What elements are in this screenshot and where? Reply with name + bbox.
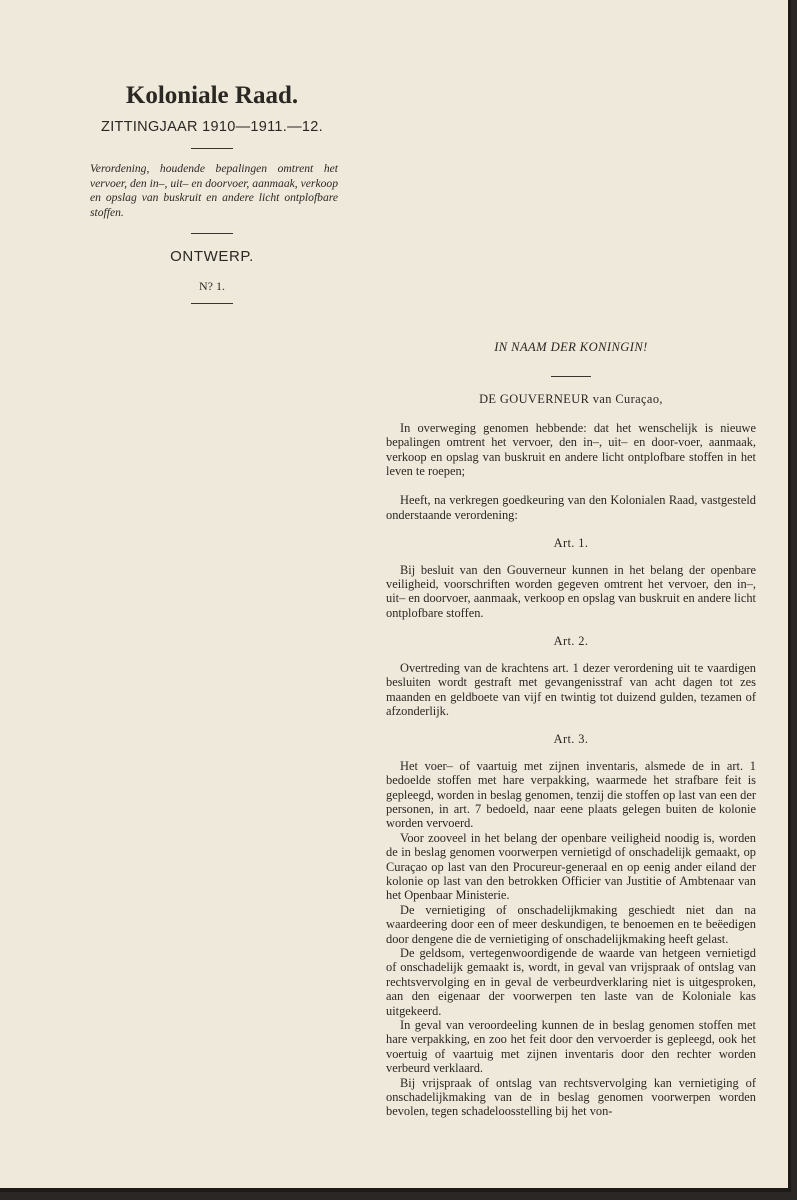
divider [191,233,233,234]
divider [551,376,591,377]
governor-line: DE GOUVERNEUR van Curaçao, [479,392,663,407]
article-paragraph: Bij besluit van den Gouverneur kunnen in het belang der openbare veiligheid, voorschriften worden gegeven omtrent het vervoer, den in–, uit– en doorvoer, aanmaak, verkoop en opslag van buskruit en andere licht ontplofbare stoffen. [386,562,756,620]
ordinance-text [386,340,756,1119]
divider [191,148,233,149]
council-title: Koloniale Raad. [125,82,299,109]
ordinance-subject: Verordening, houdende bepalingen omtrent het vervoer, den in–, uit– en doorvoer, aanmaak, verkoop en opslag van buskruit en andere licht ontplofbare stoffen. [90,162,338,219]
invocation: IN NAAM DER KONINGIN! [494,340,648,354]
document-header [84,82,340,317]
article-heading: Art. 1. [553,536,589,551]
session-line: ZITTINGJAAR 1910—1911.—12. [101,119,323,135]
article-heading: Art. 2. [553,634,589,649]
draft-label: ONTWERP. [170,248,254,266]
article-paragraph: Bij vrijspraak of ontslag van rechtsvervolging kan vernietiging of onschadelijkmaking van de in beslag genomen voorwerpen worden bevolen, tegen schadeloosstelling bij het von- [386,1075,756,1119]
article-heading: Art. 3. [553,732,589,747]
divider [191,303,233,304]
article-paragraph: De geldsom, vertegenwoordigende de waarde van hetgeen vernietigd of onschadelijk gemaakt is, wordt, in geval van vrijspraak of ontslag van rechtsvervolging en in geval de verbeurdverklaring niet is uitgesproken, aan den eigenaar der voorwerpen ten laste van de Koloniale kas uitgekeerd. [386,946,756,1018]
article-paragraph: Overtreding van de krachtens art. 1 dezer verordening uit te vaardigen besluiten wordt gestraft met gevangenisstraf van acht dagen tot zes maanden en geldboete van vijf en twintig tot duizend gulden, tezamen of afzonderlijk. [386,660,756,718]
article-paragraph: Het voer– of vaartuig met zijnen inventaris, alsmede de in art. 1 bedoelde stoffen met hare verpakking, waarmede het strafbare feit is gepleegd, worden in beslag genomen, tenzij die stoffen op last van een der personen, in art. 7 bedoeld, naar eene plaats gelegen buiten de kolonie worden vervoerd. [386,758,756,831]
article-paragraph: In geval van veroordeeling kunnen de in beslag genomen stoffen met hare verpakking, en zoo het feit door den vervoerder is gepleegd, ook het voertuig of vaartuig met zijnen inventaris door den rechter worden verbeurd verklaard. [386,1018,756,1076]
preamble-paragraph: In overweging genomen hebbende: dat het wenschelijk is nieuwe bepalingen omtrent het vervoer, den in–, uit– en door-voer, aanmaak, verkoop en opslag van buskruit en andere licht ontplofbare stoffen in het leven te roepen; [386,420,756,479]
article-paragraph: Voor zooveel in het belang der openbare veiligheid noodig is, worden de in beslag genomen voorwerpen vernietigd of onschadelijk gemaakt, op Curaçao op last van den Procureur-generaal en op eenig ander eiland der kolonie op last van den betrokken Officier van Justitie of Ambtenaar van het Openbaar Ministerie. [386,830,756,903]
document-number: N? 1. [199,279,225,294]
preamble-paragraph: Heeft, na verkregen goedkeuring van den Kolonialen Raad, vastgesteld onderstaande verordening: [386,493,756,522]
article-paragraph: De vernietiging of onschadelijkmaking geschiedt niet dan na waardeering door een of meer deskundigen, te benoemen en te beëedigen door dengene die de vernietiging of onschadelijkmaking heeft gelast. [386,902,756,946]
